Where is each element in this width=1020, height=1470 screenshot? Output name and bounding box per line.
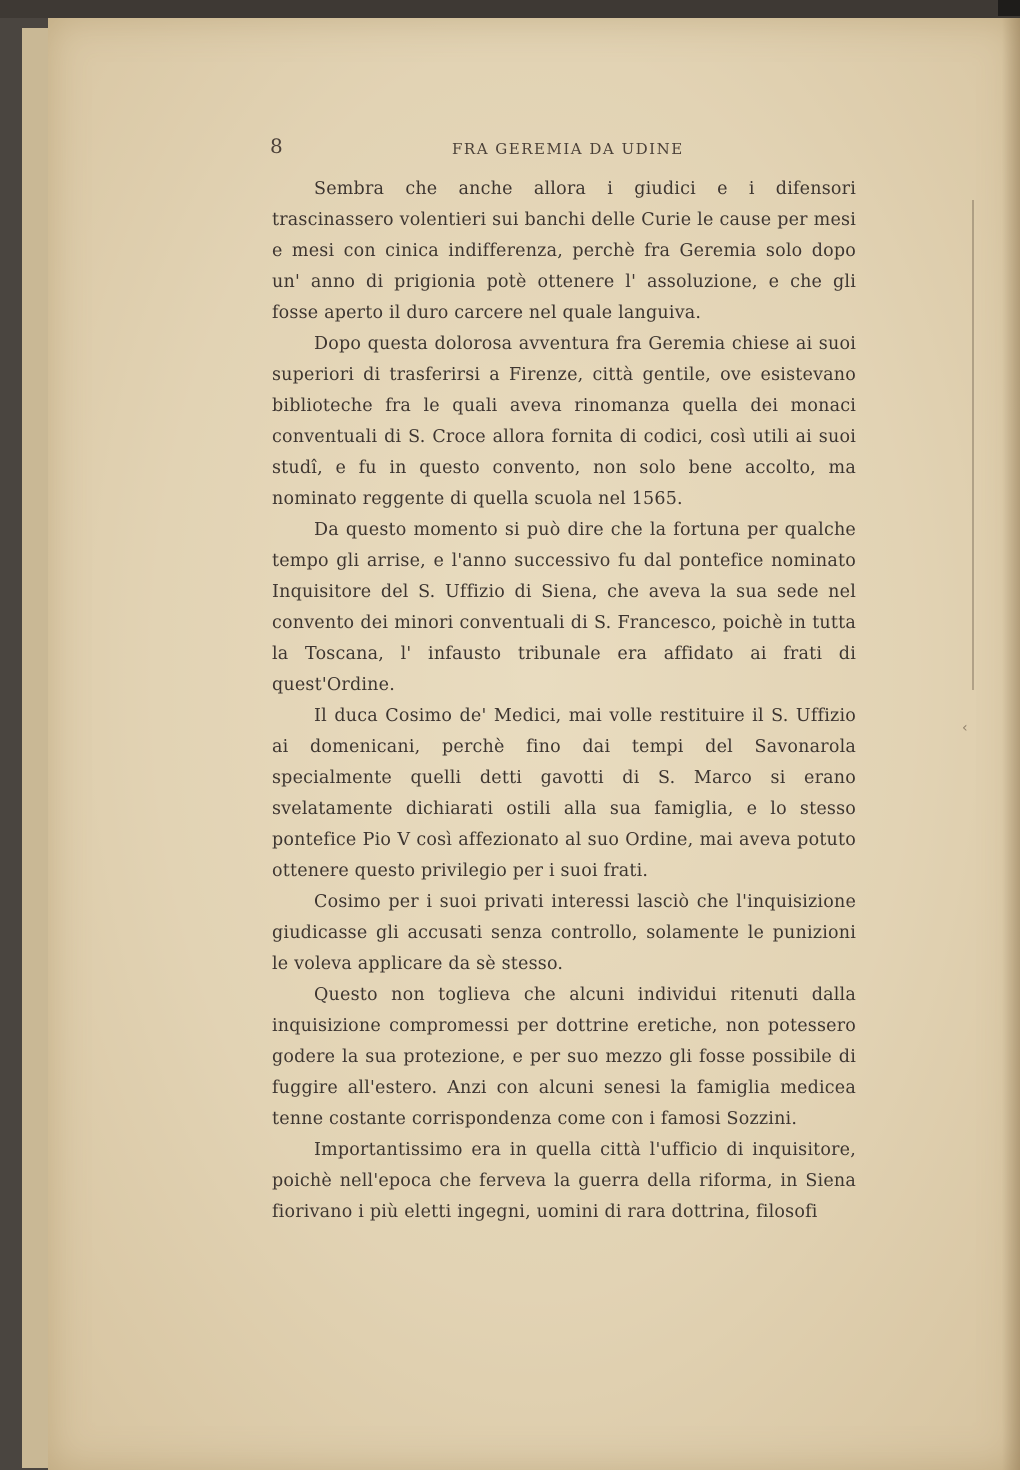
- margin-mark: ‹: [962, 720, 968, 736]
- page-number: 8: [270, 134, 283, 158]
- running-title: FRA GEREMIA DA UDINE: [452, 140, 684, 158]
- paragraph-1: Sembra che anche allora i giudici e i difensori trascinassero volentieri sui banchi delle Curie le cause per mesi e mesi con cinica indifferenza, perchè fra Geremia solo dopo un' anno di prigionia potè ottenere l' assoluzione, e che gli fosse aperto il duro carcere nel quale languiva.: [272, 179, 856, 323]
- paragraph-4: Il duca Cosimo de' Medici, mai volle restituire il S. Uffizio ai domenicani, perchè fino dai tempi del Savonarola specialmente quelli detti gavotti di S. Marco si erano svelatamente dichiarati ostili alla sua famiglia, e lo stesso pontefice Pio V così affezionato al suo Ordine, mai aveva potuto ottenere questo privilegio per i suoi frati.: [272, 706, 856, 881]
- paragraph-7: Importantissimo era in quella città l'ufficio di inquisitore, poichè nell'epoca che ferveva la guerra della riforma, in Siena fiorivano i più eletti ingegni, uomini di rara dottrina, filosofi: [272, 1140, 856, 1222]
- body-text: [272, 174, 856, 1228]
- paragraph-3: Da questo momento si può dire che la fortuna per qualche tempo gli arrise, e l'anno successivo fu dal pontefice nominato Inquisitore del S. Uffizio di Siena, che aveva la sua sede nel convento dei minori conventuali di S. Francesco, poichè in tutta la Toscana, l' infausto tribunale era affidato ai frati di quest'Ordine.: [272, 520, 856, 695]
- paragraph-6: Questo non toglieva che alcuni individui ritenuti dalla inquisizione compromessi per dottrine eretiche, non potessero godere la sua protezione, e per suo mezzo gli fosse possibile di fuggire all'estero. Anzi con alcuni senesi la famiglia medicea tenne costante corrispondenza come con i famosi Sozzini.: [272, 985, 856, 1129]
- margin-pencil-line: [972, 200, 974, 690]
- scan-top-strip: [0, 0, 1020, 18]
- page-edge-shadow: [1002, 18, 1020, 1470]
- scan-corner-mark: [998, 0, 1020, 16]
- running-head: [222, 134, 862, 164]
- paragraph-5: Cosimo per i suoi privati interessi lasciò che l'inquisizione giudicasse gli accusati senza controllo, solamente le punizioni le voleva applicare da sè stesso.: [272, 892, 856, 974]
- paragraph-2: Dopo questa dolorosa avventura fra Geremia chiese ai suoi superiori di trasferirsi a Firenze, città gentile, ove esistevano biblioteche fra le quali aveva rinomanza quella dei monaci conventuali di S. Croce allora fornita di codici, così utili ai suoi studî, e fu in questo convento, non solo bene accolto, ma nominato reggente di quella scuola nel 1565.: [272, 334, 856, 509]
